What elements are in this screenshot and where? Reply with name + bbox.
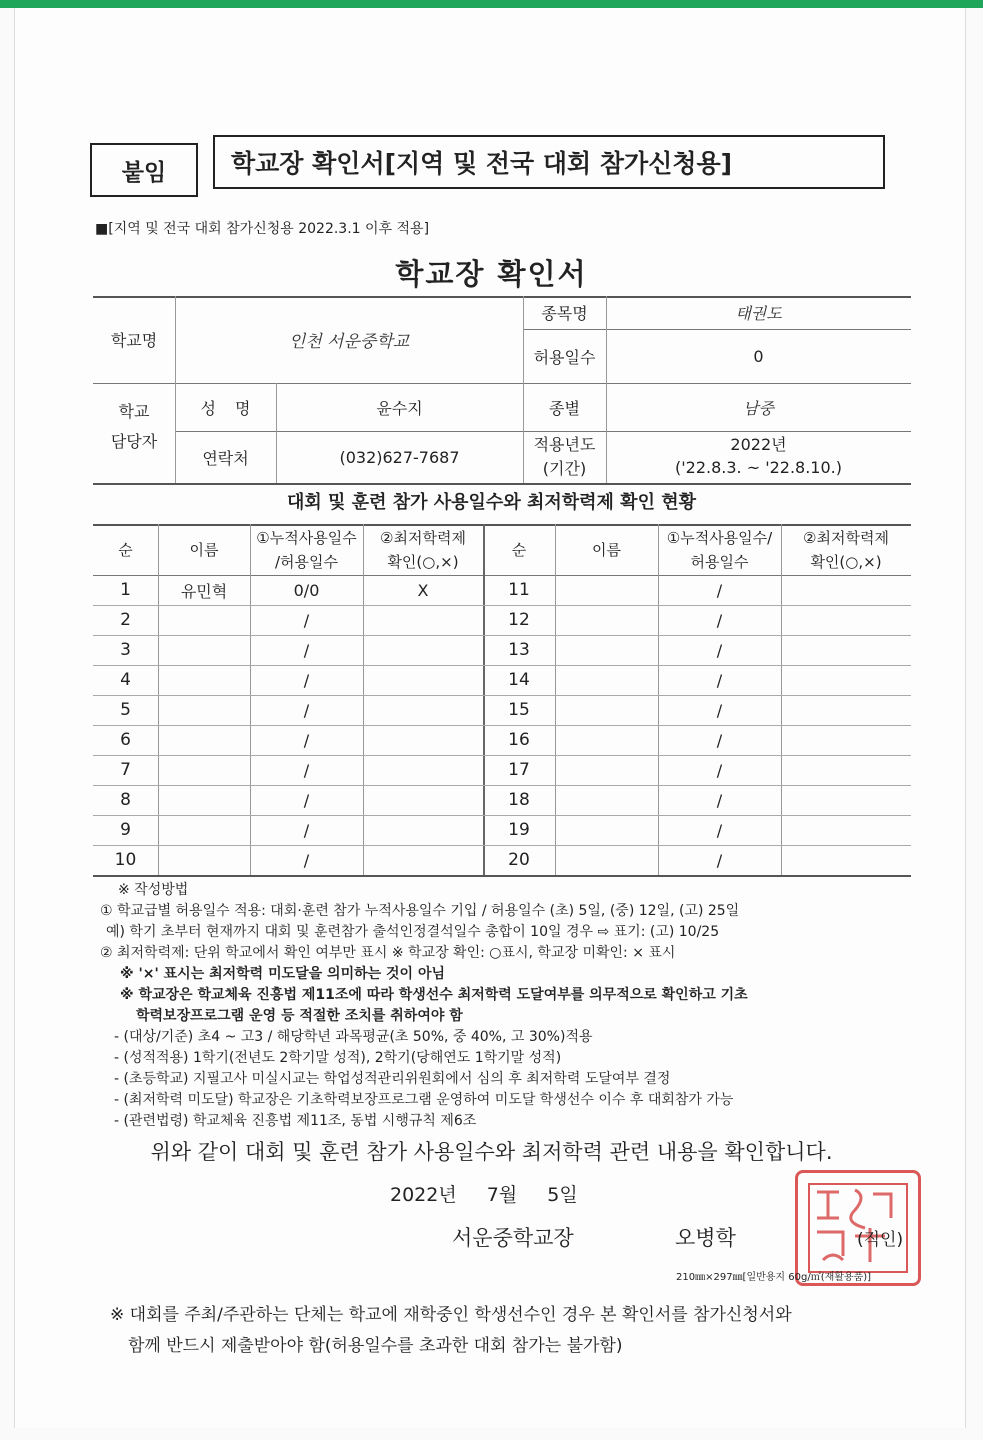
manager-label-line1: 학교	[118, 401, 150, 421]
table-cell-min	[363, 605, 483, 635]
issue-date: 2022년 7월 5일	[390, 1184, 578, 1206]
year-value: 2022년	[730, 434, 787, 454]
table-cell-name2	[555, 665, 658, 695]
page-title: 학교장 확인서	[395, 257, 588, 291]
signer-title: 서운중학교장	[452, 1226, 574, 1250]
table-cell-name	[158, 755, 250, 785]
col-header-min-line1: ②최저학력제	[380, 529, 466, 547]
table-cell-no2: 12	[508, 610, 530, 630]
col-header-name: 이름	[189, 540, 219, 559]
col-header-name-right: 이름	[592, 540, 621, 559]
table-cell-min	[363, 785, 483, 815]
table-cell-no2: 13	[508, 640, 530, 660]
footnote-line: 예) 학기 초부터 현재까지 대회 및 훈련참가 출석인정결석일수 총합이 10일 경우 ⇨ 표기: (고) 10/25	[106, 924, 720, 940]
table-cell-days2: /	[716, 580, 723, 600]
footnote-line: - (성적적용) 1학기(전년도 2학기말 성적), 2학기(당해연도 1학기말 성적)	[114, 1050, 562, 1066]
table-cell-name	[158, 725, 250, 755]
table-cell-name	[158, 695, 250, 725]
table-cell-name2	[555, 815, 658, 845]
table-cell-name	[158, 845, 250, 875]
school-name-value: 인천 서운중학교	[288, 332, 410, 352]
table-cell-min	[363, 665, 483, 695]
table-cell-days: /	[303, 760, 310, 780]
col-header-no: 순	[118, 540, 133, 559]
table-cell-no: 2	[120, 610, 131, 630]
table-cell-no: 3	[120, 640, 131, 660]
col-header-days-line1: ①누적사용일수	[256, 529, 357, 547]
table-cell-min	[363, 635, 483, 665]
top-green-strip	[0, 0, 983, 8]
applicability-note: ■[지역 및 전국 대회 참가신청용 2022.3.1 이후 적용]	[95, 221, 430, 237]
table-cell-no2: 16	[508, 730, 530, 750]
table-cell-name	[158, 785, 250, 815]
table-cell-name2	[555, 635, 658, 665]
table-cell-no2: 15	[508, 700, 530, 720]
event-label: 종목명	[541, 304, 588, 323]
table-cell-no2: 11	[508, 580, 530, 600]
confirmation-text: 위와 같이 대회 및 훈련 참가 사용일수와 최저학력 관련 내용을 확인합니다.	[150, 1140, 833, 1164]
manager-label-line2: 담당자	[110, 431, 158, 451]
table-cell-min2	[781, 815, 911, 845]
bottom-note-line1: ※ 대회를 주최/주관하는 단체는 학교에 재학중인 학생선수인 경우 본 확인서를 참가신청서와	[110, 1305, 792, 1325]
school-name-label: 학교명	[110, 331, 158, 350]
footnote-line: ② 최저학력제: 단위 학교에서 확인 여부만 표시 ※ 학교장 확인: ○표시, 학교장 미확인: × 표시	[100, 945, 676, 961]
event-value: 태권도	[735, 304, 782, 323]
table-cell-days2: /	[716, 730, 723, 750]
contact-value: (032)627-7687	[339, 447, 460, 467]
table-cell-days: /	[303, 850, 310, 870]
table-cell-days2: /	[716, 670, 723, 690]
table-cell-name	[158, 815, 250, 845]
table-cell-min2	[781, 785, 911, 815]
manager-name-value: 윤수지	[376, 398, 423, 418]
table-cell-days: /	[303, 790, 310, 810]
col-header-no-right: 순	[511, 540, 527, 559]
allowed-days-value: 0	[753, 346, 764, 366]
table-cell-days2: /	[716, 790, 723, 810]
table-cell-days2: /	[716, 610, 723, 630]
allowed-days-label: 허용일수	[533, 347, 596, 367]
table-cell-days2: /	[716, 640, 723, 660]
table-cell-name	[158, 665, 250, 695]
col-header-min-right-line2: 확인(○,×)	[810, 553, 882, 571]
table-cell-name	[158, 605, 250, 635]
col-header-min-line2: 확인(○,×)	[387, 553, 459, 571]
period-value: ('22.8.3. ~ '22.8.10.)	[675, 457, 842, 477]
footnotes	[100, 880, 920, 1132]
gender-label: 종별	[549, 398, 580, 418]
table-cell-min	[363, 815, 483, 845]
table-cell-no2: 18	[508, 790, 530, 810]
table-cell-no: 5	[120, 700, 131, 720]
table-cell-min2	[781, 845, 911, 875]
year-label-line2: (기간)	[542, 458, 587, 478]
col-header-days-right-line2: 허용일수	[690, 553, 749, 571]
table-cell-min	[363, 695, 483, 725]
bottom-note	[110, 1300, 792, 1362]
table-cell-days: /	[303, 730, 310, 750]
table-cell-name: 유민혁	[180, 581, 228, 601]
table-cell-no: 4	[120, 670, 131, 690]
table-cell-no2: 17	[508, 760, 530, 780]
doc-box-title: 학교장 확인서[지역 및 전국 대회 참가신청용]	[213, 135, 885, 189]
table-cell-min2	[781, 605, 911, 635]
table-cell-no2: 20	[508, 850, 530, 870]
footnote-line: 학력보장프로그램 운영 등 적절한 조치를 취하여야 함	[136, 1008, 463, 1024]
table-cell-min2	[781, 695, 911, 725]
table-cell-name2	[555, 845, 658, 875]
table-cell-no: 1	[120, 580, 131, 600]
table-cell-min2	[781, 725, 911, 755]
table-cell-no: 7	[120, 760, 131, 780]
table-cell-name2	[555, 695, 658, 725]
table-cell-min2	[781, 755, 911, 785]
table-cell-days: /	[303, 820, 310, 840]
attachment-label: 붙임	[90, 143, 198, 197]
table-cell-days2: /	[716, 820, 723, 840]
table-cell-name2	[555, 575, 658, 605]
table-cell-min	[363, 845, 483, 875]
seal-label: (직인)	[857, 1230, 904, 1250]
paper-spec: 210㎜×297㎜[일반용지 60g/㎡(재활용품)]	[676, 1272, 872, 1283]
table-cell-days2: /	[716, 700, 723, 720]
manager-name-label: 성 명	[200, 398, 251, 418]
table-cell-no2: 14	[508, 670, 530, 690]
table-cell-min: X	[417, 580, 429, 600]
footnote-line: ※ 학교장은 학교체육 진흥법 제11조에 따라 학생선수 최저학력 도달여부를 의무적으로 확인하고 기초	[120, 987, 748, 1003]
table-cell-days: /	[303, 610, 310, 630]
table-cell-no2: 19	[508, 820, 530, 840]
table-cell-min2	[781, 665, 911, 695]
signer-name: 오병학	[675, 1226, 736, 1250]
table-cell-days2: /	[716, 760, 723, 780]
table-cell-days: /	[303, 640, 310, 660]
bottom-note-line2: 함께 반드시 제출받아야 함(허용일수를 초과한 대회 참가는 불가함)	[128, 1336, 623, 1356]
table-cell-name	[158, 635, 250, 665]
gender-value: 남중	[743, 398, 774, 418]
table-cell-min	[363, 755, 483, 785]
footnote-line: - (초등학교) 지필고사 미실시교는 학업성적관리위원회에서 심의 후 최저학력 도달여부 결정	[114, 1071, 671, 1087]
footnote-line: - (대상/기준) 초4 ~ 고3 / 해당학년 과목평균(초 50%, 중 40%, 고 30%)적용	[114, 1029, 593, 1045]
table-cell-days: /	[303, 700, 310, 720]
year-label-line1: 적용년도	[533, 434, 596, 454]
contact-label: 연락처	[202, 448, 249, 468]
table-cell-min2	[781, 575, 911, 605]
footnote-line: ※ 작성방법	[118, 882, 189, 898]
footnote-line: ① 학교급별 허용일수 적용: 대회·훈련 참가 누적사용일수 기입 / 허용일수 (초) 5일, (중) 12일, (고) 25일	[100, 903, 740, 919]
footnote-line: - (최저학력 미도달) 학교장은 기초학력보장프로그램 운영하여 미도달 학생선수 이수 후 대회참가 가능	[114, 1092, 734, 1108]
table-cell-no: 8	[120, 790, 131, 810]
table-cell-no: 10	[114, 850, 137, 870]
table-cell-name2	[555, 725, 658, 755]
col-header-days-line2: /허용일수	[274, 553, 338, 571]
table-cell-days: /	[303, 670, 310, 690]
table-cell-min2	[781, 635, 911, 665]
col-header-min-right-line1: ②최저학력제	[803, 529, 889, 547]
table-cell-days: 0/0	[293, 580, 320, 600]
table-cell-name2	[555, 785, 658, 815]
table-cell-name2	[555, 755, 658, 785]
footnote-line: - (관련법령) 학교체육 진흥법 제11조, 동법 시행규칙 제6조	[114, 1113, 477, 1129]
col-header-days-right-line1: ①누적사용일수/	[666, 529, 773, 547]
table-cell-name2	[555, 605, 658, 635]
table-cell-days2: /	[716, 850, 723, 870]
footnote-line: ※ '×' 표시는 최저학력 미도달을 의미하는 것이 아님	[120, 966, 445, 982]
section-title: 대회 및 훈련 참가 사용일수와 최저학력제 확인 현황	[286, 492, 696, 513]
table-cell-no: 6	[120, 730, 131, 750]
table-cell-min	[363, 725, 483, 755]
table-cell-no: 9	[120, 820, 131, 840]
